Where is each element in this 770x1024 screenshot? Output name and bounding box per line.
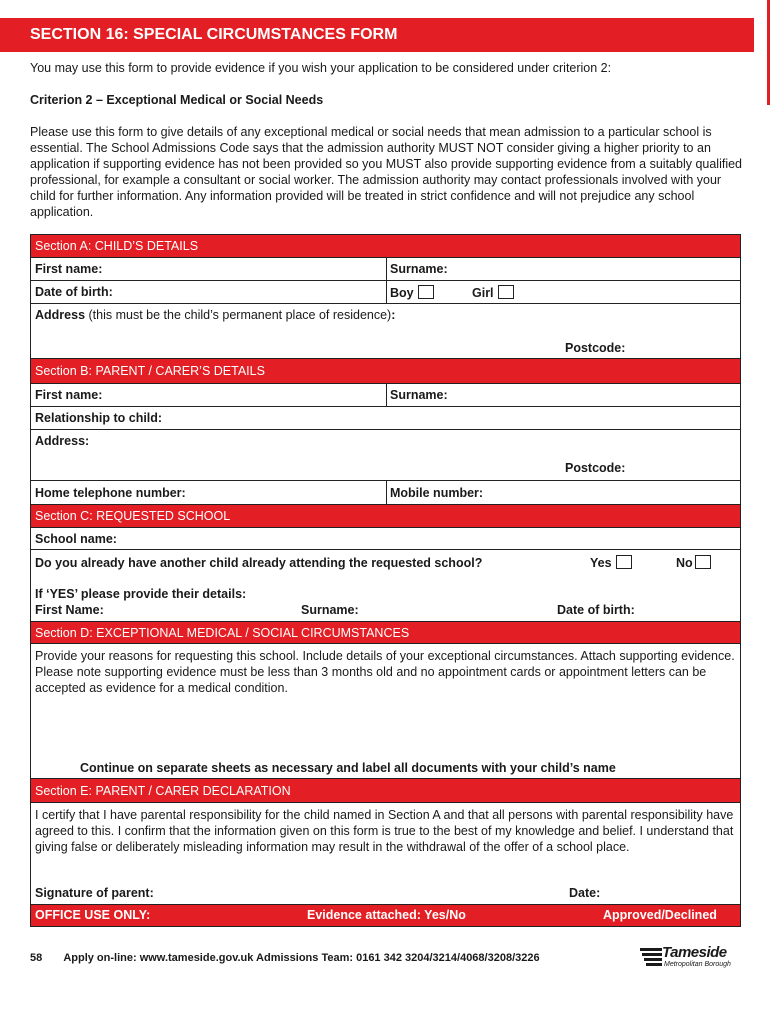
child-address-row[interactable] [31, 304, 740, 359]
yes-checkbox[interactable] [616, 555, 632, 569]
logo-mark-icon [640, 946, 662, 966]
logo-name: Tameside [662, 944, 727, 961]
intro-text: You may use this form to provide evidence if you wish your application to be considered under criterion 2: [30, 61, 612, 75]
parent-name-row [31, 384, 740, 407]
circumstances-instructions: Provide your reasons for requesting this school. Include details of your exceptional circumstances. Attach supporting evidence. Please note supporting evidence must be less than 3 months old and no appointment cards or appointment letters can be accepted as evidence for a medical condition. [35, 649, 735, 695]
declaration-text: I certify that I have parental responsibility for the child named in Section A and that all persons with parental responsibility have agreed to this. I confirm that the information given on this form is true to the best of my knowledge and belief. I understand that giving false or deliberately misleading information may result in the withdrawal of the offer of a school place. [35, 808, 734, 854]
section-c-header: Section C: REQUESTED SCHOOL [31, 505, 740, 528]
section-b-header: Section B: PARENT / CARER’S DETAILS [31, 359, 740, 384]
parent-address-row[interactable] [31, 430, 740, 481]
sibling-question: Do you already have another child already attending the requested school? [35, 556, 483, 570]
girl-checkbox[interactable] [498, 285, 514, 299]
no-option[interactable] [676, 555, 711, 570]
phone-row [31, 481, 740, 505]
child-address-label: Address (this must be the child’s permanent place of residence): [35, 308, 396, 322]
section-d-header: Section D: EXCEPTIONAL MEDICAL / SOCIAL CIRCUMSTANCES [31, 622, 740, 644]
school-name-field[interactable]: School name: [35, 532, 117, 546]
signature-field[interactable]: Signature of parent: [35, 886, 154, 900]
instructions-paragraph: Please use this form to give details of any exceptional medical or social needs that mean admission to a particular school is essential. The School Admissions Code says that the admission authority MUST NOT consider giving a higher priority to an application if supporting evidence has not been provided so you MUST also provide supporting evidence from a suitably qualified professional, for example a consultant or social worker. The admission authority may contact professionals involved with your child for further information. Any information provided will be treated in strict confidence and will not prejudice any school application. [30, 125, 743, 219]
yes-label: Yes [590, 556, 612, 570]
home-phone-field[interactable]: Home telephone number: [35, 486, 186, 500]
date-field[interactable]: Date: [569, 886, 601, 900]
office-use-label: OFFICE USE ONLY: [35, 908, 151, 922]
approved-declined-label: Approved/Declined [603, 908, 717, 922]
child-postcode-field[interactable]: Postcode: [565, 341, 626, 355]
sibling-surname-field[interactable]: Surname: [301, 603, 359, 617]
parent-surname-field[interactable]: Surname: [390, 388, 448, 402]
child-dob-field[interactable]: Date of birth: [35, 285, 113, 299]
if-yes-label: If ‘YES’ please provide their details: [35, 587, 247, 601]
office-use-bar [31, 905, 740, 926]
application-form [30, 234, 741, 927]
sibling-row [31, 550, 740, 622]
page-title: SECTION 16: SPECIAL CIRCUMSTANCES FORM [0, 18, 754, 52]
yes-option[interactable] [590, 555, 632, 570]
girl-label: Girl [472, 286, 494, 300]
evidence-attached-label: Evidence attached: Yes/No [307, 908, 466, 922]
tameside-logo [640, 944, 745, 974]
boy-label: Boy [390, 286, 414, 300]
no-checkbox[interactable] [695, 555, 711, 569]
no-label: No [676, 556, 693, 570]
section-e-header: Section E: PARENT / CARER DECLARATION [31, 779, 740, 803]
mobile-field[interactable]: Mobile number: [390, 486, 484, 500]
page-number: 58 [30, 952, 43, 964]
section-a-header: Section A: CHILD’S DETAILS [31, 235, 740, 258]
parent-address-label: Address: [35, 434, 90, 448]
child-dob-row [31, 281, 740, 304]
declaration-area [31, 803, 740, 905]
logo-subtitle: Metropolitan Borough [664, 961, 731, 968]
child-name-row [31, 258, 740, 281]
sibling-dob-field[interactable]: Date of birth: [557, 603, 635, 617]
school-name-row[interactable] [31, 528, 740, 550]
relationship-row[interactable] [31, 407, 740, 430]
continue-note: Continue on separate sheets as necessary and label all documents with your child’s name [80, 761, 616, 775]
page-footer [30, 952, 540, 964]
circumstances-area[interactable] [31, 644, 740, 779]
boy-option[interactable] [390, 285, 434, 300]
sibling-first-name-field[interactable]: First Name: [35, 603, 104, 617]
parent-first-name-field[interactable]: First name: [35, 388, 103, 402]
criterion-heading: Criterion 2 – Exceptional Medical or Social Needs [30, 93, 324, 107]
girl-option[interactable] [472, 285, 514, 300]
parent-postcode-field[interactable]: Postcode: [565, 461, 626, 475]
footer-contact: Apply on-line: www.tameside.gov.uk Admissions Team: 0161 342 3204/3214/4068/3208/3226 [63, 952, 540, 964]
relationship-field[interactable]: Relationship to child: [35, 411, 163, 425]
child-first-name-field[interactable]: First name: [35, 262, 103, 276]
boy-checkbox[interactable] [418, 285, 434, 299]
child-surname-field[interactable]: Surname: [390, 262, 448, 276]
